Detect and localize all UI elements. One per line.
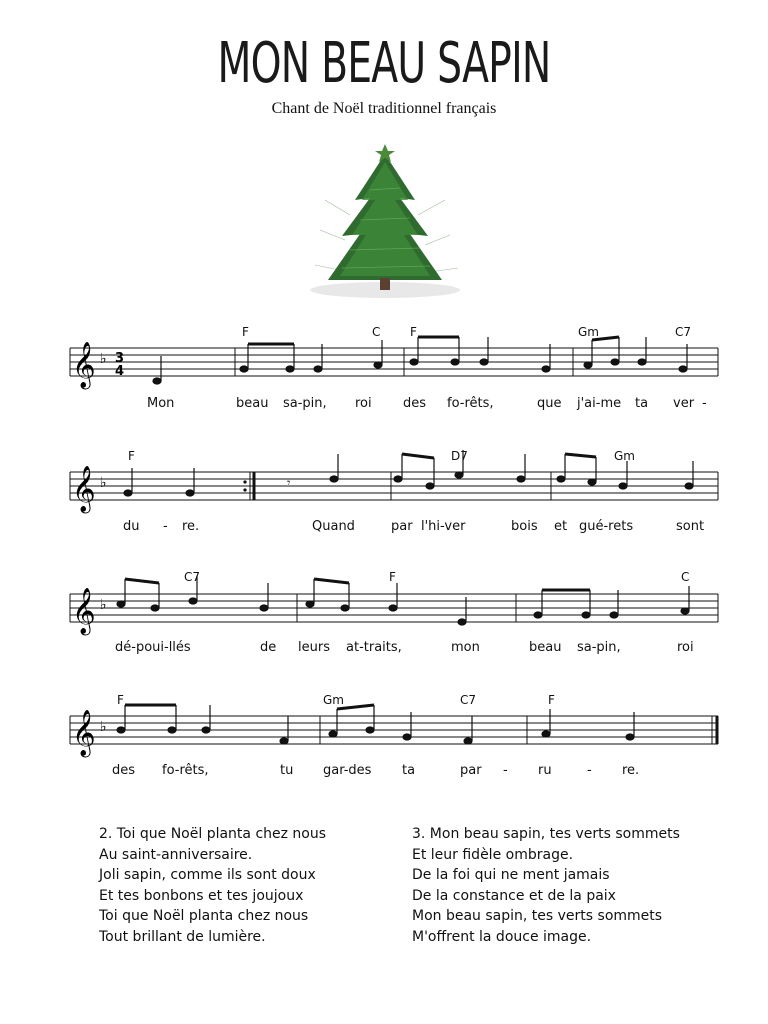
lyric-syllable: ru <box>538 763 552 778</box>
chord: C <box>372 325 381 339</box>
chord: D7 <box>451 449 468 463</box>
chord: F <box>389 570 396 584</box>
lyric-syllable: - <box>587 763 592 778</box>
verse-line: 2. Toi que Noël planta chez nous <box>99 826 327 842</box>
lyric-syllable: at-traits, <box>346 640 402 655</box>
svg-text:𝄾: 𝄾 <box>287 476 291 491</box>
time-sig-top: 3 <box>115 351 125 366</box>
chord: C7 <box>184 570 201 584</box>
lyric-syllable: et <box>554 519 568 534</box>
lyric-syllable: Quand <box>312 519 355 534</box>
chord: C7 <box>675 325 692 339</box>
staff-system-4 <box>70 716 718 744</box>
lyric-syllable: des <box>112 763 136 778</box>
lyric-syllable: gué-rets <box>579 519 634 534</box>
lyric-syllable: l'hi-ver <box>421 519 466 534</box>
lyric-syllable: re. <box>622 763 640 778</box>
notes-system-4 <box>117 705 634 744</box>
lyric-syllable: sont <box>676 519 705 534</box>
verse-line: De la foi qui ne ment jamais <box>412 867 610 884</box>
lyric-syllable: leurs <box>298 640 330 655</box>
verse-line: Au saint-anniversaire. <box>99 846 253 863</box>
chord: Gm <box>323 693 344 707</box>
song-subtitle: Chant de Noël traditionnel français <box>271 100 497 117</box>
lyric-syllable: par <box>391 519 413 534</box>
lyric-syllable: roi <box>677 640 694 655</box>
verse-line: Et tes bonbons et tes joujoux <box>99 887 304 904</box>
lyric-syllable: fo-rêts, <box>447 396 494 411</box>
treble-clef-icon: 𝄞 <box>72 466 96 512</box>
verse-line: De la constance et de la paix <box>412 887 616 904</box>
flat-icon: ♭ <box>100 475 107 491</box>
song-title: MON BEAU SAPIN <box>217 31 551 96</box>
chord: Gm <box>614 449 635 463</box>
flat-icon: ♭ <box>100 351 107 367</box>
lyric-syllable: du <box>123 519 140 534</box>
verse-2 <box>99 824 326 948</box>
lyric-syllable: ta <box>635 396 649 411</box>
staff-system-1 <box>70 348 718 376</box>
lyric-syllable: sa-pin, <box>577 640 621 655</box>
lyric-syllable: par <box>460 763 482 778</box>
lyric-syllable: - <box>163 519 168 534</box>
lyric-syllable: bois <box>511 519 538 534</box>
lyric-syllable: dé-poui-llés <box>115 640 191 655</box>
lyric-syllable: roi <box>355 396 372 411</box>
lyric-syllable: ver <box>673 396 695 411</box>
time-sig-bottom: 4 <box>115 364 125 379</box>
lyric-syllable: que <box>537 396 562 411</box>
flat-icon: ♭ <box>100 597 107 613</box>
lyric-syllable: beau <box>529 640 562 655</box>
verse-line: Tout brillant de lumière. <box>99 928 266 945</box>
lyric-syllable: j'ai-me <box>577 396 622 411</box>
chord: F <box>548 693 555 707</box>
lyric-syllable: de <box>260 640 277 655</box>
lyric-syllable: des <box>403 396 427 411</box>
verse-line: Et leur fidèle ombrage. <box>412 846 574 863</box>
lyric-syllable: fo-rêts, <box>162 763 209 778</box>
verse-line: Joli sapin, comme ils sont doux <box>99 867 316 884</box>
flat-icon: ♭ <box>100 719 107 735</box>
treble-clef-icon: 𝄞 <box>72 588 96 634</box>
lyric-syllable: mon <box>451 640 480 655</box>
verse-line: 3. Mon beau sapin, tes verts sommets <box>412 826 680 842</box>
lyric-syllable: - <box>503 763 508 778</box>
lyric-syllable: Mon <box>147 396 175 411</box>
lyric-syllable: gar-des <box>323 763 372 778</box>
chord: F <box>128 449 135 463</box>
verse-3 <box>412 824 680 948</box>
chord: F <box>117 693 124 707</box>
chord: Gm <box>578 325 599 339</box>
lyric-syllable: ta <box>402 763 416 778</box>
verse-line: Mon beau sapin, tes verts sommets <box>412 908 663 925</box>
chord: C7 <box>460 693 477 707</box>
lyric-syllable: - <box>702 396 707 411</box>
lyric-syllable: tu <box>280 763 294 778</box>
lyric-syllable: sa-pin, <box>283 396 327 411</box>
treble-clef-icon: 𝄞 <box>72 710 96 756</box>
chord: F <box>410 325 417 339</box>
lyric-syllable: re. <box>182 519 200 534</box>
lyric-syllable: beau <box>236 396 269 411</box>
verse-line: M'offrent la douce image. <box>412 928 592 945</box>
notes-system-2 <box>124 450 693 496</box>
chord: F <box>242 325 249 339</box>
chord: C <box>681 570 690 584</box>
notes-system-1 <box>153 337 687 384</box>
verse-line: Toi que Noël planta chez nous <box>99 908 309 925</box>
treble-clef-icon: 𝄞 <box>72 342 96 388</box>
